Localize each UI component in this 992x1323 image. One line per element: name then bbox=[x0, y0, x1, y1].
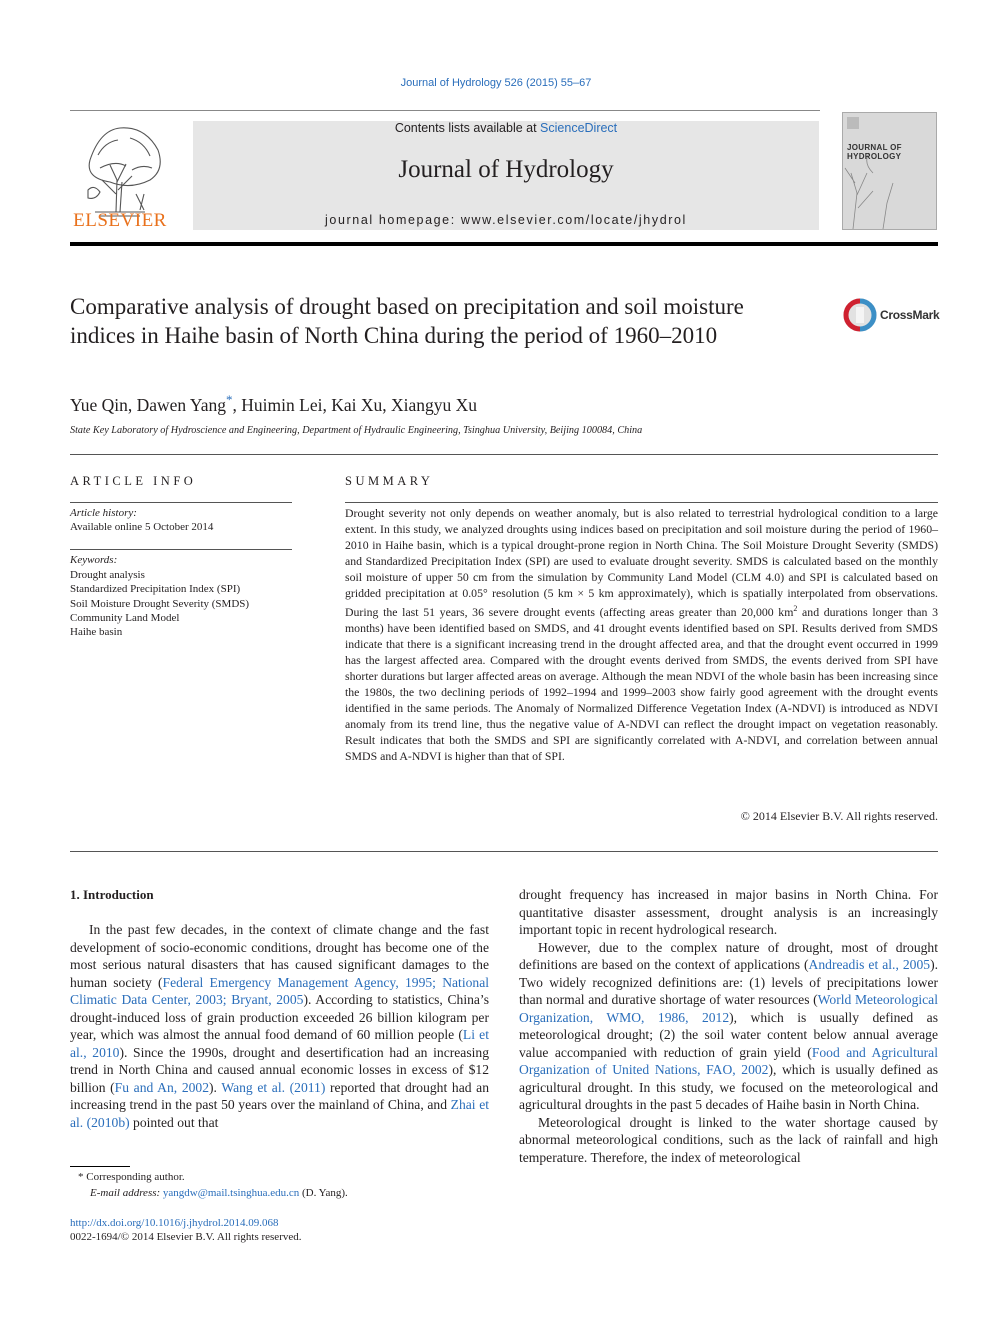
footnote-rule bbox=[70, 1166, 130, 1167]
citation-link[interactable]: Li et al., 2010 bbox=[70, 1027, 489, 1060]
corresponding-author-mark[interactable]: * bbox=[226, 392, 233, 407]
citation-link[interactable]: Food and Agricultural Organization of United Nations, FAO, 2002 bbox=[519, 1044, 938, 1077]
elsevier-wordmark: ELSEVIER bbox=[73, 210, 167, 231]
section-heading-introduction: 1. Introduction bbox=[70, 887, 154, 902]
journal-homepage: journal homepage: www.elsevier.com/locate/jhydrol bbox=[325, 213, 687, 227]
divider bbox=[70, 549, 292, 550]
keyword-item: Soil Moisture Drought Severity (SMDS) bbox=[70, 597, 250, 610]
issn-copyright: 0022-1694/© 2014 Elsevier B.V. All rights reserved. bbox=[70, 1231, 302, 1243]
body-column-right bbox=[519, 886, 938, 1166]
keyword-item: Standardized Precipitation Index (SPI) bbox=[70, 583, 241, 596]
footnote-email: E-mail address: yangdw@mail.tsinghua.edu.cn (D. Yang). bbox=[90, 1187, 348, 1199]
keyword-item: Haihe basin bbox=[70, 626, 123, 639]
abstract-copyright: © 2014 Elsevier B.V. All rights reserved. bbox=[740, 809, 938, 823]
journal-cover-thumbnail bbox=[842, 112, 937, 230]
email-link[interactable]: yangdw@mail.tsinghua.edu.cn bbox=[162, 1187, 300, 1199]
article-history-label: Article history: bbox=[70, 507, 137, 519]
article-title: Comparative analysis of drought based on precipitation and soil moisture indices in Haihe basin of North China during the period of 1960–2010 bbox=[70, 294, 744, 348]
body-column-left bbox=[70, 921, 489, 1131]
journal-title: Journal of Hydrology bbox=[398, 156, 614, 183]
article-info-heading: ARTICLE INFO bbox=[70, 474, 197, 488]
sciencedirect-link[interactable]: ScienceDirect bbox=[540, 121, 618, 135]
citation-link[interactable]: World Meteorological Organization, WMO, 1986, 2012 bbox=[519, 992, 938, 1025]
journal-reference-link[interactable]: Journal of Hydrology 526 (2015) 55–67 bbox=[400, 77, 592, 89]
cover-title: JOURNAL OF HYDROLOGY bbox=[847, 143, 902, 161]
citation-link[interactable]: Federal Emergency Management Agency, 1995; National Climatic Data Center, 2003; Bryant, 2005 bbox=[70, 974, 489, 1007]
keywords-list bbox=[70, 568, 249, 639]
divider bbox=[70, 454, 938, 455]
paragraph: drought frequency has increased in major basins in North China. For quantitative disaster assessment, drought analysis is an increasingly important topic in recent hydrological research. bbox=[519, 887, 938, 937]
keyword-item: Drought analysis bbox=[70, 569, 145, 581]
summary-text: Drought severity not only depends on weather anomaly, but is also related to terrestrial hydrological condition to a large extent. In this study, we analyzed droughts using indices based on precipitation and soil moisture during the period of 1960–2010 in Haihe basin, which is a typical drought-prone region in North China. The Soil Moisture Drought Severity (SMDS) and Standardized Precipitation Index (SPI) are used to evaluate drought severity. SMDS is calculated based on the monthly soil moisture of upper 50 cm from the simulation by Community Land Model (CLM 4.0) and SPI is calculated based on gridded precipitation at 0.05° resolution (5 km × 5 km approximately), which is spatially interpolated from observations. During the last 51 years, 36 severe drought events (affecting areas greater than 20,000 $km^2$ and durations longer than 3 months) have been identified based on SMDS, and 41 drought events identified based on SPI. Results derived from SMDS indicate that there is a significant increasing trend in the drought affected area, and that the drought event occurred in 1999 has the largest affected area. Compared with the drought events derived from SMDS, the events derived from SPI have shorter durations but larger affected areas on average. Although the mean NDVI of the whole basin has been increasing since the 1980s, the two declining periods of 1992–1994 and 1999–2003 show fairly good agreement with the drought events identified in the same periods. The Anomaly of Normalized Difference Vegetation Index (A-NDVI) is introduced as NDVI anomaly from its trend line, thus the negative value of A-NDVI can reflect the drought impact on vegetation reasonably. Result indicates that both the SMDS and SPI are significantly correlated with A-NDVI, and correlation between annual SMDS and A-NDVI is higher than that of SPI. bbox=[345, 506, 939, 763]
divider bbox=[345, 502, 938, 503]
paragraph: However, due to the complex nature of drought, most of drought definitions are based on the context of applications (Andreadis et al., 2005). Two widely recognized definitions are: (1) levels of precipitations lower than normal and durative shortage of water resources (World Meteorological Organization, WMO, 1986, 2012), which is usually defined as meteorological drought; (2) the soil water content below annual average value accompanied with reduction of grain yield (Food and Agricultural Organization of United Nations, FAO, 2002), which is usually defined as agricultural drought. In this study, we focused on the meteorological and agricultural droughts in the past 5 decades of Haihe basin in North China. bbox=[519, 939, 938, 1112]
keywords-label: Keywords: bbox=[70, 554, 118, 566]
cover-tree-image-icon bbox=[843, 113, 936, 229]
header-thick-rule bbox=[70, 242, 938, 246]
footnote-corresponding-author: * Corresponding author. bbox=[78, 1171, 185, 1183]
affiliation: State Key Laboratory of Hydroscience and Engineering, Department of Hydraulic Engineering, Tsinghua University, Beijing 100084, China bbox=[70, 425, 643, 436]
citation-link[interactable]: Andreadis et al., 2005 bbox=[808, 957, 931, 972]
paragraph: In the past few decades, in the context of climate change and the fast development of socio-economic conditions, drought has become one of the most serious natural disasters that has caused significant damages to the human society (Federal Emergency Management Agency, 1995; National Climatic Data Center, 2003; Bryant, 2005). According to statistics, China’s drought-induced loss of grain production exceeded 26 billion kilogram per year, which was almost the annual food demand of 60 million people (Li et al., 2010). Since the 1990s, drought and desertification had an increasing trend in North China and caused annual economic losses in excess of $12 billion (Fu and An, 2002). Wang et al. (2011) reported that drought had an increasing trend in the past 50 years over the mainland of China, and Zhai et al. (2010b) pointed out that bbox=[70, 922, 490, 1130]
summary-heading: SUMMARY bbox=[345, 474, 434, 488]
citation-link[interactable]: Zhai et al. (2010b) bbox=[70, 1097, 490, 1130]
doi-link[interactable]: http://dx.doi.org/10.1016/j.jhydrol.2014.09.068 bbox=[70, 1217, 279, 1229]
paragraph: Meteorological drought is linked to the water shortage caused by abnormal meteorological conditions, such as the lack of rainfall and high temperature. Therefore, the index of meteorological bbox=[519, 1114, 938, 1165]
citation-link[interactable]: Fu and An, 2002 bbox=[114, 1079, 210, 1095]
contents-line: Contents lists available at ScienceDirect bbox=[394, 121, 618, 135]
divider bbox=[70, 502, 292, 503]
crossmark-label[interactable]: CrossMark bbox=[880, 308, 940, 322]
citation-link[interactable]: Wang et al. (2011) bbox=[221, 1079, 326, 1095]
author-list: Yue Qin, Dawen Yang*, Huimin Lei, Kai Xu, Xiangyu Xu bbox=[70, 392, 478, 415]
divider bbox=[70, 851, 938, 852]
keyword-item: Community Land Model bbox=[70, 611, 180, 624]
homepage-url-link[interactable]: www.elsevier.com/locate/jhydrol bbox=[460, 213, 687, 227]
article-history-value: Available online 5 October 2014 bbox=[70, 521, 214, 533]
header-rule bbox=[70, 110, 820, 111]
